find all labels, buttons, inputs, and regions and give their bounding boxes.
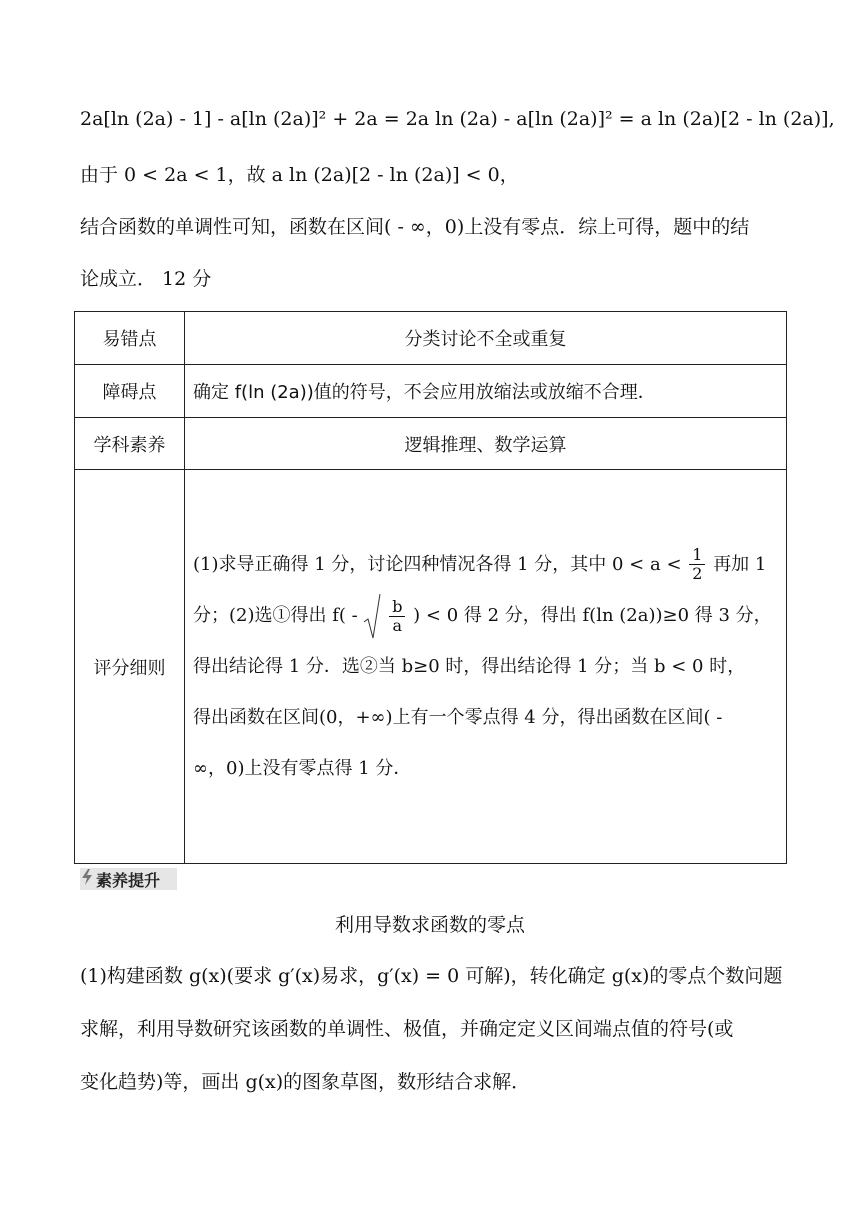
table-row-content: 分类讨论不全或重复 [185, 312, 787, 365]
detail-line-5: ∞，0)上没有零点得 1 分． [193, 758, 412, 780]
proof-line-1: 2a[ln (2a) - 1] - a[ln (2a)]² + 2a = 2a ln (2a) - a[ln (2a)]² = a ln (2a)[2 - ln (2a)], [80, 108, 835, 130]
detail-line-1: (1)求导正确得 1 分，讨论四种情况各得 1 分，其中 0 < a < $\frac{1}{2}$ 再加 1 [193, 545, 767, 584]
scoring-details [185, 470, 787, 864]
fraction: $\frac{b}{a}$ [389, 598, 405, 635]
fraction: $\frac{1}{2}$ [689, 546, 705, 583]
section-paragraph [80, 950, 785, 1109]
paragraph-line-3: 变化趋势)等，画出 g(x)的图象草图，数形结合求解． [80, 1071, 531, 1093]
detail-line-2: 分；(2)选①得出 f( - $\frac{b}{a}$ ) < 0 得 2 分，得出 f(ln (2a))≥0 得 3 分， [193, 590, 778, 642]
table-row-header: 易错点 [75, 312, 185, 365]
section-title: 利用导数求函数的零点 [334, 914, 525, 936]
lightning-icon [80, 868, 96, 890]
table-row-content: 逻辑推理、数学运算 [185, 418, 787, 470]
table-row-content: 确定 f(ln (2a))值的符号，不会应用放缩法或放缩不合理． [185, 365, 787, 418]
section-tag: 素养提升 [80, 868, 177, 890]
paragraph-line-1: (1)构建函数 g(x)(要求 g′(x)易求，g′(x) = 0 可解)，转化确定 g(x)的零点个数问题 [80, 965, 783, 987]
analysis-table [74, 311, 787, 864]
table-row-header: 障碍点 [75, 365, 185, 418]
square-root [363, 590, 407, 641]
paragraph-line-2: 求解，利用导数研究该函数的单调性、极值，并确定定义区间端点值的符号(或 [80, 1018, 734, 1040]
detail-line-4: 得出函数在区间(0，+∞)上有一个零点得 4 分，得出函数在区间( - [193, 707, 723, 729]
proof-line-2: 由于 0 < 2a < 1，故 a ln (2a)[2 - ln (2a)] < 0， [80, 164, 519, 186]
proof-line-3: 结合函数的单调性可知，函数在区间( - ∞，0)上没有零点．综上可得，题中的结 [80, 216, 750, 238]
detail-line-3: 得出结论得 1 分．选②当 b≥0 时，得出结论得 1 分；当 b < 0 时， [193, 656, 746, 678]
table-row-header: 学科素养 [75, 418, 185, 470]
radical-sign-icon [363, 592, 381, 640]
proof-line-4: 论成立． 12 分 [80, 268, 212, 290]
table-row-header: 评分细则 [75, 470, 185, 864]
